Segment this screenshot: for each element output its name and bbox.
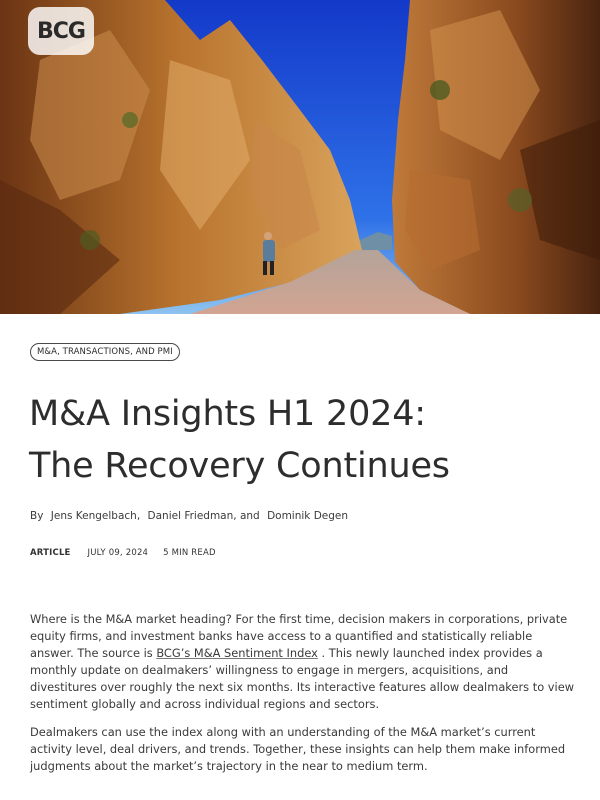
paragraph-text: Where is the M&A market heading? For the first time, decision makers in corporations, private equity firms, and investment banks have access to a quantified and statistically reliable answer. The source is bbox=[30, 612, 568, 660]
publish-date: JULY 09, 2024 bbox=[87, 548, 149, 558]
byline bbox=[30, 510, 348, 522]
page-title bbox=[29, 388, 589, 492]
byline-prefix: By bbox=[30, 510, 44, 522]
hero-image bbox=[0, 0, 600, 314]
bcg-logo[interactable]: BCG bbox=[28, 7, 94, 55]
author-link[interactable]: Jens Kengelbach, bbox=[50, 510, 141, 522]
read-time: 5 MIN READ bbox=[163, 548, 216, 558]
title-line-2: The Recovery Continues bbox=[29, 446, 450, 486]
sentiment-index-link[interactable]: BCG’s M&A Sentiment Index bbox=[156, 646, 318, 660]
topic-tag[interactable]: M&A, TRANSACTIONS, AND PMI bbox=[30, 343, 180, 361]
paragraph: Dealmakers can use the index along with an understanding of the M&A market’s current activity level, deal drivers, and trends. Together, these insights can help them make informed judgments about the market’s trajectory in the near to medium term. bbox=[30, 725, 566, 773]
paragraph-text: . This newly launched index provides a monthly update on dealmakers’ willingness to engage in mergers, acquisitions, and divestitures over roughly the next six months. Its interactive features allow dealmakers to view sentiment globally and across individual regions and sectors. bbox=[30, 646, 575, 711]
paragraph bbox=[30, 611, 576, 713]
article-body bbox=[30, 611, 576, 786]
article-meta bbox=[30, 548, 216, 558]
author-link[interactable]: Daniel Friedman, and bbox=[147, 510, 260, 522]
content-type-label: ARTICLE bbox=[30, 548, 71, 558]
author-link[interactable]: Dominik Degen bbox=[267, 510, 349, 522]
title-line-1: M&A Insights H1 2024: bbox=[29, 394, 426, 434]
